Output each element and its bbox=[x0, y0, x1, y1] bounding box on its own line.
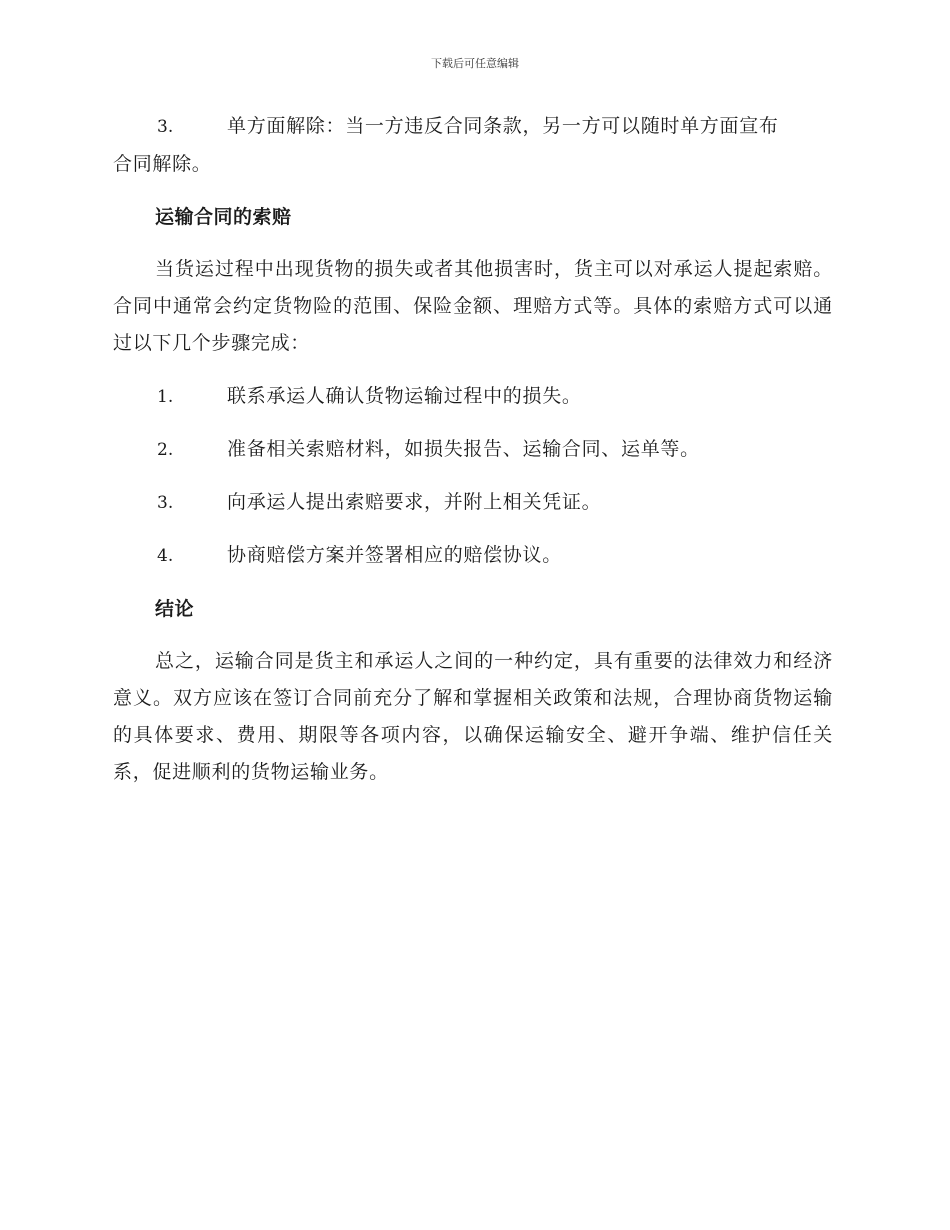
page-header: 下载后可任意编辑 bbox=[431, 57, 519, 70]
list-number: 1. bbox=[157, 387, 174, 407]
list-item bbox=[113, 431, 833, 469]
claims-intro-paragraph: 当货运过程中出现货物的损失或者其他损害时，货主可以对承运人提起索赔。合同中通常会约定货物险的范围、保险金额、理赔方式等。具体的索赔方式可以通过以下几个步骤完成： bbox=[113, 258, 833, 354]
list-item bbox=[113, 378, 833, 416]
claims-steps-list bbox=[113, 378, 833, 575]
document-body bbox=[113, 108, 833, 791]
list-number: 3. bbox=[157, 493, 174, 513]
list-text: 向承运人提出索赔要求，并附上相关凭证。 bbox=[227, 491, 602, 513]
list-text-continuation: 合同解除。 bbox=[113, 153, 212, 175]
section-heading-conclusion: 结论 bbox=[155, 598, 195, 620]
list-text: 联系承运人确认货物运输过程中的损失。 bbox=[227, 385, 582, 407]
list-text: 准备相关索赔材料，如损失报告、运输合同、运单等。 bbox=[227, 438, 700, 460]
list-number: 4. bbox=[157, 546, 174, 566]
list-text: 单方面解除：当一方违反合同条款，另一方可以随时单方面宣布 bbox=[227, 115, 779, 137]
termination-item bbox=[113, 108, 833, 183]
list-item bbox=[113, 108, 833, 146]
conclusion-paragraph: 总之，运输合同是货主和承运人之间的一种约定，具有重要的法律效力和经济意义。双方应该在签订合同前充分了解和掌握相关政策和法规，合理协商货物运输的具体要求、费用、期限等各项内容，以确保运输安全、避开争端、维护信任关系，促进顺利的货物运输业务。 bbox=[113, 650, 833, 783]
list-item-continuation bbox=[113, 146, 833, 183]
list-number: 3. bbox=[157, 117, 174, 137]
list-text: 协商赔偿方案并签署相应的赔偿协议。 bbox=[227, 544, 562, 566]
list-item bbox=[113, 537, 833, 575]
list-number: 2. bbox=[157, 440, 174, 460]
list-item bbox=[113, 484, 833, 522]
section-heading-claims: 运输合同的索赔 bbox=[155, 206, 292, 228]
